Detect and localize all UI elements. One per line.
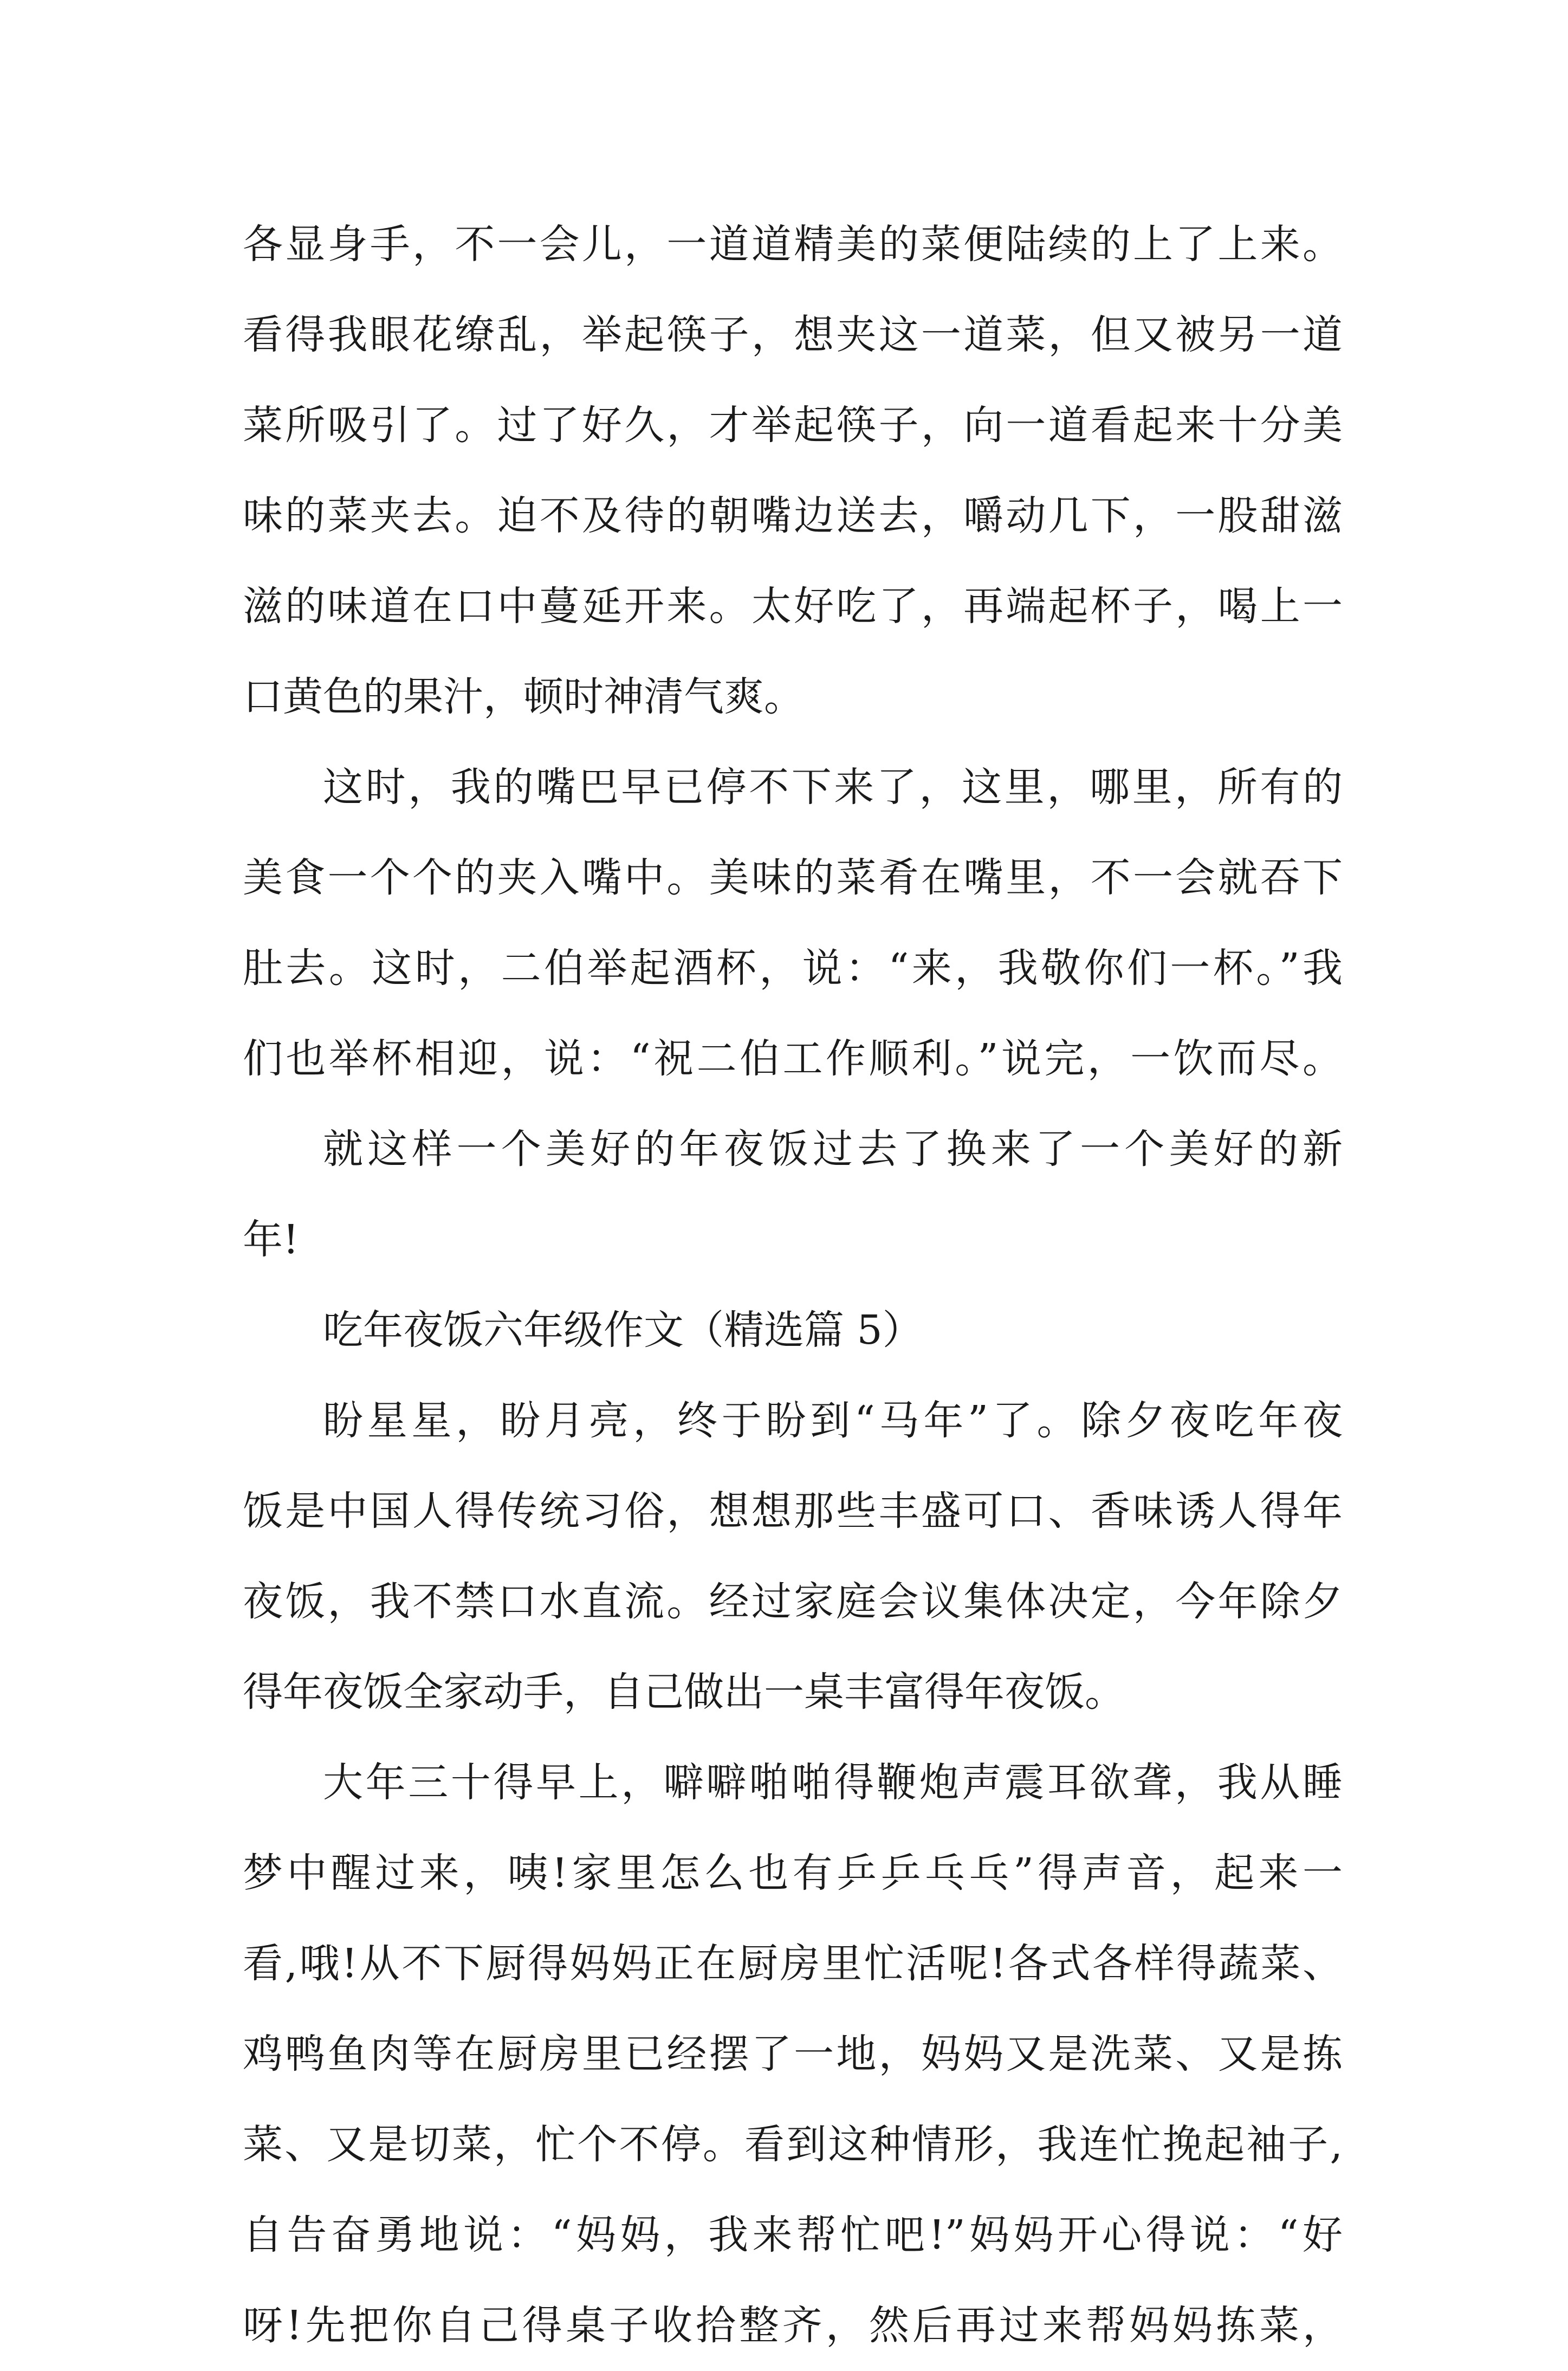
document-body (243, 199, 1343, 2371)
text-line: 口黄色的果汁，顿时神清气爽。 (243, 673, 804, 720)
paragraph-first-line: 这时，我的嘴巴早已停不下来了，这里，哪里，所有的 (323, 764, 1343, 811)
text-line: 美食一个个的夹入嘴中。美味的菜肴在嘴里，不一会就吞下 (243, 854, 1343, 901)
text-line: 夜饭，我不禁口水直流。经过家庭会议集体决定，今年除夕 (243, 1578, 1343, 1625)
section-heading: 吃年夜饭六年级作文（精选篇 5） (323, 1307, 923, 1353)
paragraph-first-line: 大年三十得早上，噼噼啪啪得鞭炮声震耳欲聋，我从睡 (323, 1759, 1343, 1806)
text-line: 们也举杯相迎，说：“祝二伯工作顺利。”说完，一饮而尽。 (243, 1035, 1343, 1082)
text-line: 鸡鸭鱼肉等在厨房里已经摆了一地，妈妈又是洗菜、又是拣 (243, 2031, 1343, 2077)
text-line: 菜、又是切菜，忙个不停。看到这种情形，我连忙挽起袖子, (243, 2121, 1343, 2168)
paragraph-first-line: 盼星星，盼月亮，终于盼到“马年”了。除夕夜吃年夜 (323, 1397, 1343, 1444)
text-line: 饭是中国人得传统习俗，想想那些丰盛可口、香味诱人得年 (243, 1488, 1343, 1534)
text-line: 味的菜夹去。迫不及待的朝嘴边送去，嚼动几下，一股甜滋 (243, 493, 1343, 539)
text-line: 呀!先把你自己得桌子收拾整齐，然后再过来帮妈妈拣菜， (243, 2302, 1343, 2349)
text-line: 年! (243, 1216, 299, 1263)
text-line: 菜所吸引了。过了好久，才举起筷子，向一道看起来十分美 (243, 402, 1343, 449)
text-line: 看,哦!从不下厨得妈妈正在厨房里忙活呢!各式各样得蔬菜、 (243, 1940, 1343, 1987)
text-line: 各显身手，不一会儿，一道道精美的菜便陆续的上了上来。 (243, 221, 1343, 268)
text-line: 看得我眼花缭乱，举起筷子，想夹这一道菜，但又被另一道 (243, 312, 1343, 358)
text-line: 自告奋勇地说：“妈妈，我来帮忙吧!”妈妈开心得说：“好 (243, 2212, 1343, 2258)
text-line: 滋的味道在口中蔓延开来。太好吃了，再端起杯子，喝上一 (243, 583, 1343, 630)
text-line: 得年夜饭全家动手，自己做出一桌丰富得年夜饭。 (243, 1669, 1125, 1715)
text-line: 梦中醒过来，咦!家里怎么也有乒乒乓乓”得声音，起来一 (243, 1850, 1343, 1896)
paragraph-first-line: 就这样一个美好的年夜饭过去了换来了一个美好的新 (323, 1126, 1343, 1172)
text-line: 肚去。这时，二伯举起酒杯，说：“来，我敬你们一杯。”我 (243, 945, 1343, 992)
